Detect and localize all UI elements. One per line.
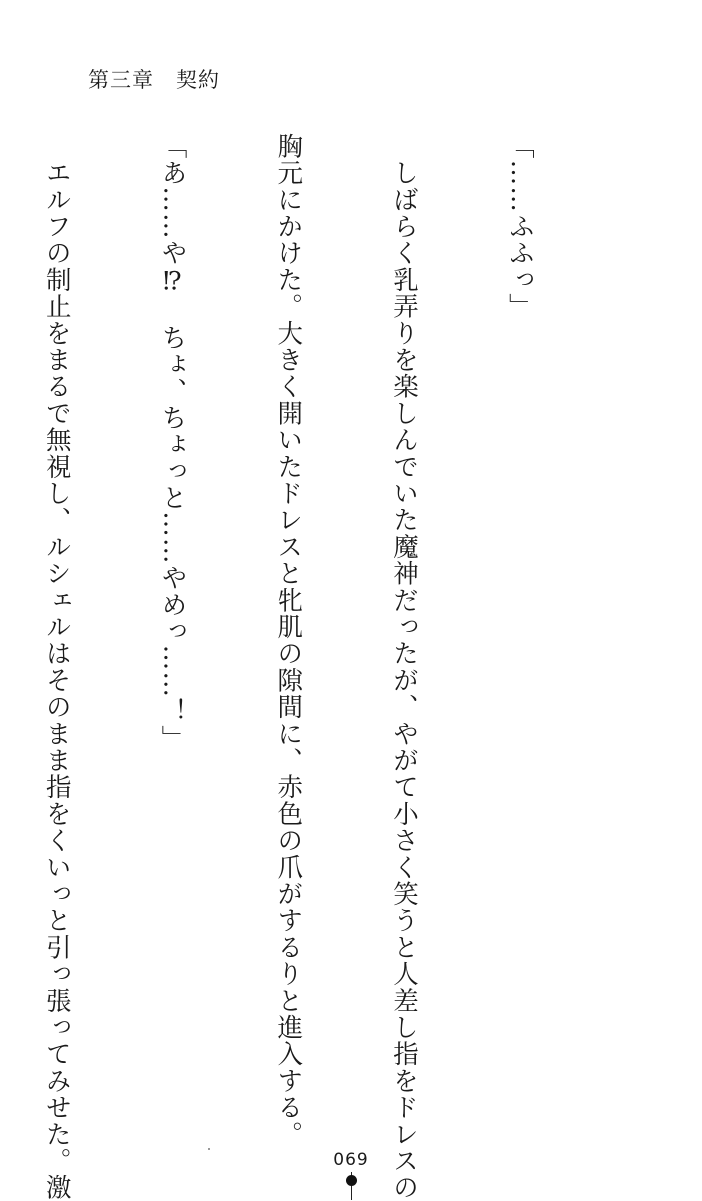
text-line: 「あ……や⁉ ちょ、ちょっと……やめっ……！」 (157, 133, 188, 752)
page-marker-dot (346, 1175, 357, 1186)
chapter-header: 第三章 契約 (88, 68, 220, 92)
text-line: 「……ふふっ」 (504, 133, 535, 320)
text-line: しばらく乳弄りを楽しんでいた魔神だったが、やがて小さく笑うと人差し指をドレスの (389, 133, 420, 1201)
text-line: エルフの制止をまるで無視し、ルシェルはそのまま指をくいっと引っ張ってみせた。激 (41, 133, 72, 1201)
page-number: 069 (333, 1150, 369, 1170)
text-line: 胸元にかけた。大きく開いたドレスと牝肌の隙間に、赤色の爪がするりと進入する。 (273, 133, 304, 1148)
